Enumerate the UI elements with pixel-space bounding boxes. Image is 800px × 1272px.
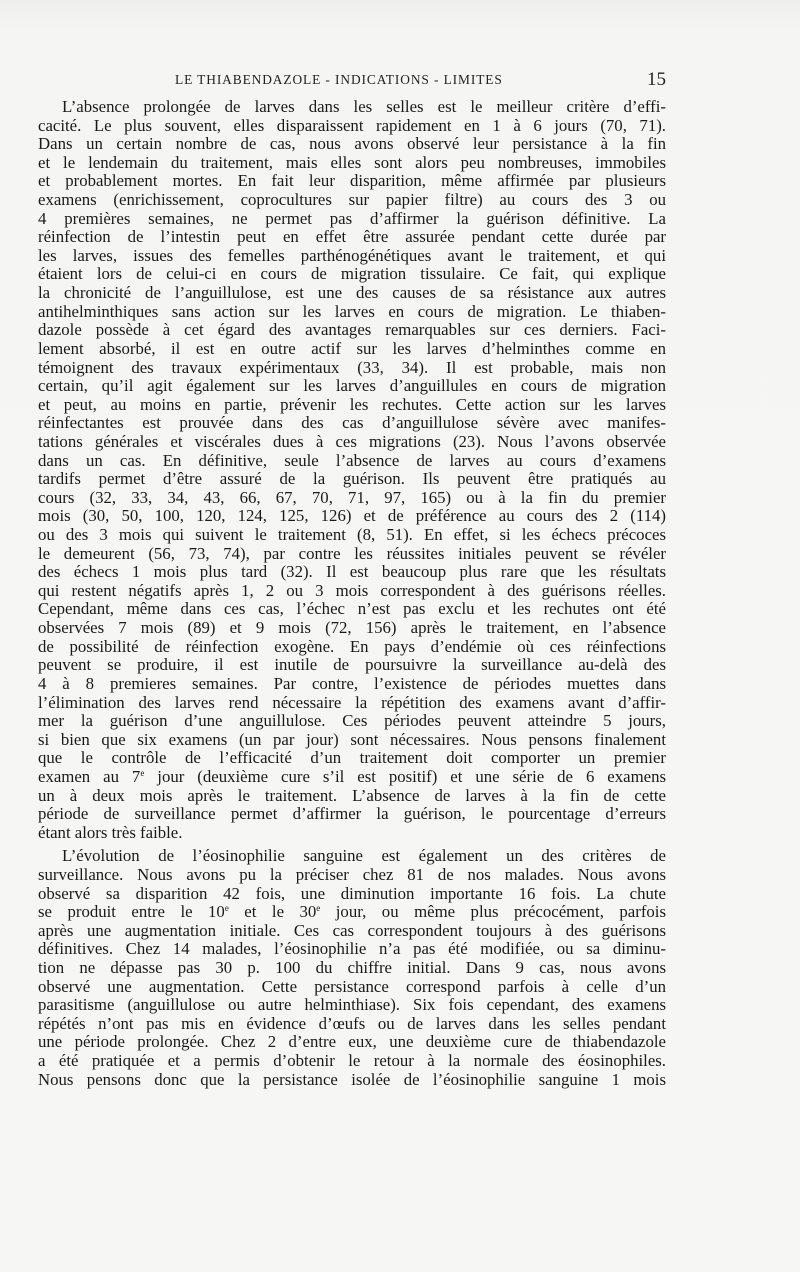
text-line: observé une augmentation. Cette persistance correspond parfois à celle d’un <box>38 976 666 996</box>
text-line: observées 7 mois (89) et 9 mois (72, 156) après le traitement, en l’absence <box>38 618 666 638</box>
page-header <box>38 70 666 92</box>
text-line: cacité. Le plus souvent, elles disparaissent rapidement en 1 à 6 jours (70, 71). <box>38 115 666 135</box>
text-line: des échecs 1 mois plus tard (32). Il est beaucoup plus rare que les résultats <box>38 562 666 582</box>
text-line: Cependant, même dans ces cas, l’échec n’est pas exclu et les rechutes ont été <box>38 599 666 619</box>
text-line: réinfectantes est prouvée dans des cas d’anguillulose sévère avec manifes- <box>38 413 666 433</box>
text-line: de possibilité de réinfection exogène. En pays d’endémie où ces réinfections <box>38 636 666 656</box>
text-line: réinfection de l’intestin peut en effet être assurée pendant cette durée par <box>38 227 666 247</box>
text-line: le demeurent (56, 73, 74), par contre les réussites initiales peuvent se révéler <box>38 543 666 563</box>
text-line: tion ne dépasse pas 30 p. 100 du chiffre initial. Dans 9 cas, nous avons <box>38 958 666 978</box>
page-number: 15 <box>647 69 666 90</box>
text-line: cours (32, 33, 34, 43, 66, 67, 70, 71, 97, 165) ou à la fin du premier <box>38 487 666 507</box>
text-line: lement absorbé, il est en outre actif sur les larves d’helminthes comme en <box>38 338 666 358</box>
text-line: l’élimination des larves rend nécessaire la répétition des examens avant d’affir- <box>38 692 666 712</box>
text-line: antihelminthiques sans action sur les larves en cours de migration. Le thiaben- <box>38 301 666 321</box>
text-line: 4 premières semaines, ne permet pas d’affirmer la guérison définitive. La <box>38 208 666 228</box>
text-line: surveillance. Nous avons pu la préciser chez 81 de nos malades. Nous avons <box>38 864 666 884</box>
paragraph-eosinophilie <box>38 847 666 903</box>
text-line: et le lendemain du traitement, mais elles sont alors peu nombreuses, immobiles <box>38 152 666 172</box>
paragraph-eosinophilie-cont <box>38 922 666 1089</box>
text-line: que le contrôle de l’efficacité d’un traitement doit comporter un premier <box>38 748 666 768</box>
text-line: la chronicité de l’anguillulose, est une des causes de sa résistance aux autres <box>38 283 666 303</box>
text-line: si bien que six examens (un par jour) sont nécessaires. Nous pensons finalement <box>38 729 666 749</box>
paragraph-larves-end <box>38 787 666 843</box>
text-line: se produit entre le 10e et le 30e jour, ou même plus précocément, parfois <box>38 902 667 922</box>
text-line: et probablement mortes. En fait leur disparition, même affirmée par plusieurs <box>38 171 666 191</box>
text-line: tardifs permet d’être assuré de la guérison. Ils peuvent être pratiqués au <box>38 469 666 489</box>
text-line: qui restent négatifs après 1, 2 ou 3 mois correspondent à des guérisons réelles. <box>38 580 666 600</box>
text-line: définitives. Chez 14 malades, l’éosinophilie n’a pas été modifiée, ou sa diminu- <box>38 939 666 959</box>
text-line: tations générales et viscérales dues à ces migrations (23). Nous l’avons observée <box>38 431 666 451</box>
text-line: peuvent se produire, il est inutile de poursuivre la surveillance au-delà des <box>38 655 666 675</box>
text-line: les larves, issues des femelles parthénogénétiques avant le traitement, et qui <box>38 245 666 265</box>
text-line: mer la guérison d’une anguillulose. Ces périodes peuvent atteindre 5 jours, <box>38 711 666 731</box>
text-line: ou des 3 mois qui suivent le traitement (8, 51). En effet, si les échecs précoces <box>38 525 666 545</box>
text-line: 4 à 8 premieres semaines. Par contre, l’existence de périodes muettes dans <box>38 673 666 693</box>
text-line: un à deux mois après le traitement. L’absence de larves à la fin de cette <box>38 785 666 805</box>
text-line: Dans un certain nombre de cas, nous avons observé leur persistance à la fin <box>38 134 666 154</box>
text-line: mois (30, 50, 100, 120, 124, 125, 126) et de préférence au cours des 2 (114) <box>38 506 666 526</box>
text-line: observé sa disparition 42 fois, une diminution importante 16 fois. La chute <box>38 883 666 903</box>
text-line: étant alors très faible. <box>38 822 183 842</box>
text-line: répétés n’ont pas mis en évidence d’œufs ou de larves dans les selles pendant <box>38 1013 666 1033</box>
text-line: Nous pensons donc que la persistance isolée de l’éosinophilie sanguine 1 mois <box>38 1069 666 1089</box>
text-line: après une augmentation initiale. Ces cas correspondent toujours à des guérisons <box>38 920 666 940</box>
text-line: étaient lors de celui-ci en cours de migration tissulaire. Ce fait, qui explique <box>38 264 666 284</box>
text-line: L’absence prolongée de larves dans les selles est le meilleur critère d’effi- <box>62 97 666 116</box>
text-line: dazole possède à cet égard des avantages remarquables sur ces derniers. Faci- <box>38 320 666 340</box>
text-line: dans un cas. En définitive, seule l’absence de larves au cours d’examens <box>38 450 666 470</box>
text-line: examen au 7e jour (deuxième cure s’il est positif) et une série de 6 examens <box>38 766 666 786</box>
text-line: L’évolution de l’éosinophilie sanguine est également un des critères de <box>62 846 666 866</box>
running-head: LE THIABENDAZOLE - INDICATIONS - LIMITES <box>175 72 503 87</box>
text-line: parasitisme (anguillulose ou autre helminthiase). Six fois cependant, des examens <box>38 995 666 1015</box>
text-line: une période prolongée. Chez 2 d’entre eux, une deuxième cure de thiabendazole <box>38 1032 666 1052</box>
text-line: examens (enrichissement, coprocultures sur papier filtre) au cours des 3 ou <box>38 190 666 210</box>
text-line: et peut, au moins en partie, prévenir les rechutes. Cette action sur les larves <box>38 394 666 414</box>
body-text <box>38 98 666 1089</box>
text-line: a été pratiquée et a permis d’obtenir le retour à la normale des éosinophiles. <box>38 1051 666 1071</box>
text-line: témoignent des travaux expérimentaux (33, 34). Il est probable, mais non <box>38 357 666 377</box>
text-line: période de surveillance permet d’affirmer la guérison, le pourcentage d’erreurs <box>38 804 666 824</box>
text-line: certain, qu’il agit également sur les larves d’anguillules en cours de migration <box>38 376 666 396</box>
paragraph-larves <box>38 98 666 768</box>
